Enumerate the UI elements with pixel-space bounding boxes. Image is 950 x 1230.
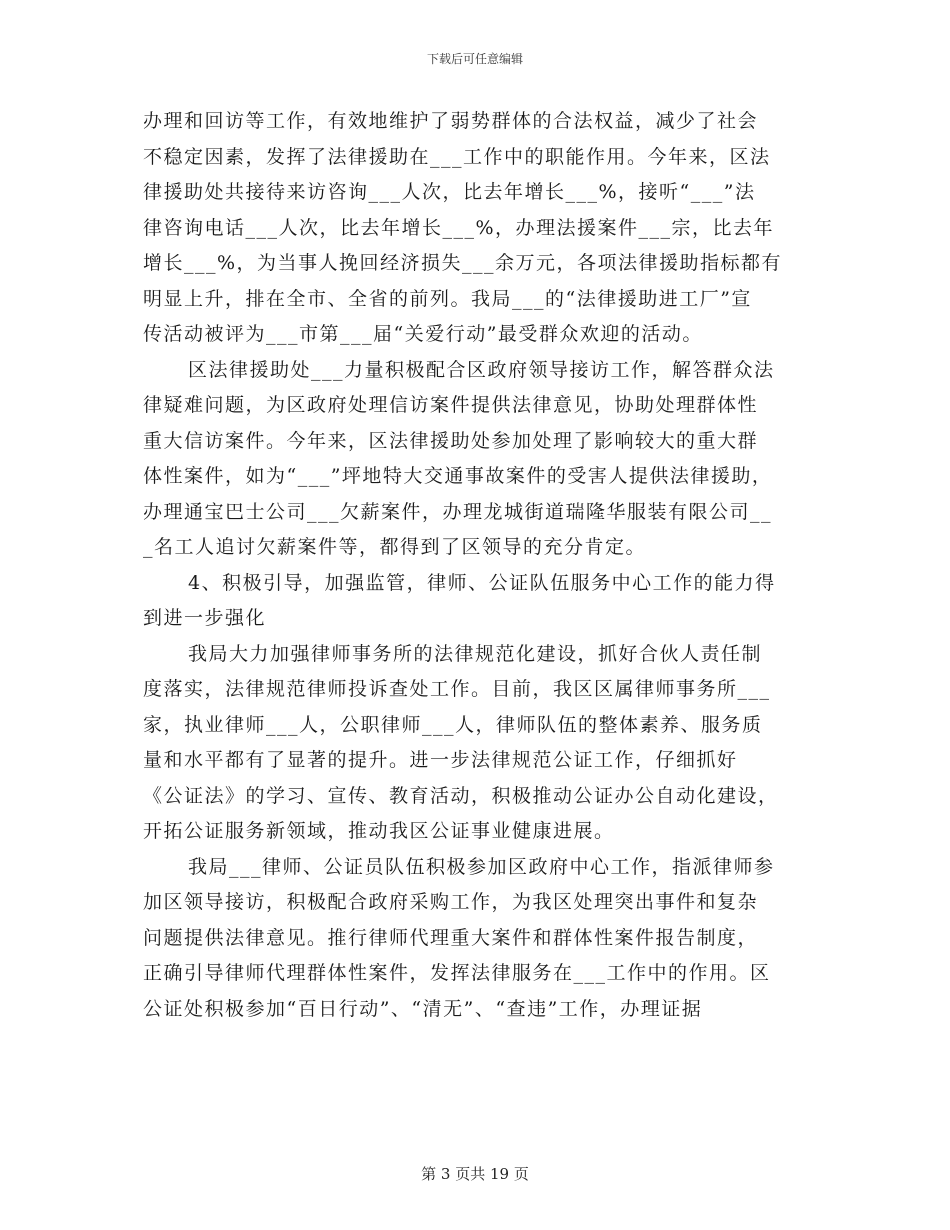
text-line: 增长___%，为当事人挽回经济损失___余万元，各项法律援助指标都有 xyxy=(143,252,783,274)
body-text xyxy=(143,104,813,1027)
text-line: 我局大力加强律师事务所的法律规范化建设，抓好合伙人责任制 xyxy=(188,642,763,665)
text-line: 重大信访案件。今年来，区法律援助处参加处理了影响较大的重大群 xyxy=(143,429,759,452)
text-line: 正确引导律师代理群体性案件，发挥法律服务在___工作中的作用。区 xyxy=(143,962,771,984)
page-header: 下载后可任意编辑 xyxy=(426,52,523,66)
text-line: 公证处积极参加“百日行动”、“清无”、“查违”工作，办理证据 xyxy=(143,997,703,1020)
text-line: 律疑难问题，为区政府处理信访案件提供法律意见，协助处理群体性 xyxy=(143,394,759,416)
text-line: 律咨询电话___人次，比去年增长___%，办理法援案件___宗，比去年 xyxy=(143,216,775,239)
text-line: 到进一步强化 xyxy=(143,607,267,629)
text-line: 4、积极引导，加强监管，律师、公证队伍服务中心工作的能力得 xyxy=(188,571,776,594)
text-line: 量和水平都有了显著的提升。进一步法律规范公证工作，仔细抓好 xyxy=(143,749,738,771)
text-line: 开拓公证服务新领域，推动我区公证事业健康进展。 xyxy=(143,820,615,842)
text-line: 办理通宝巴士公司___欠薪案件，办理龙城街道瑞隆华服装有限公司__ xyxy=(143,500,773,523)
text-line: 问题提供法律意见。推行律师代理重大案件和群体性案件报告制度， xyxy=(143,926,759,949)
text-line: 办理和回访等工作，有效地维护了弱势群体的合法权益，减少了社会 xyxy=(143,110,759,132)
text-line: 明显上升，排在全市、全省的前列。我局___的“法律援助进工厂”宣 xyxy=(143,287,752,310)
text-line: 体性案件，如为“___”坪地特大交通事故案件的受害人提供法律援助， xyxy=(143,465,773,487)
text-line: 律援助处共接待来访咨询___人次，比去年增长___%，接听“___”法 xyxy=(143,181,756,203)
text-line: 区法律援助处___力量积极配合区政府领导接访工作，解答群众法 xyxy=(188,358,775,381)
text-line: 不稳定因素，发挥了法律援助在___工作中的职能作用。今年来，区法 xyxy=(143,145,771,168)
page-footer: 第 3 页共 19 页 xyxy=(421,1165,529,1183)
text-line: 传活动被评为___市第___届“关爱行动”最受群众欢迎的活动。 xyxy=(143,323,703,345)
text-line: _名工人追讨欠薪案件等，都得到了区领导的充分肯定。 xyxy=(143,536,647,558)
text-line: 家，执业律师___人，公职律师___人，律师队伍的整体素养、服务质 xyxy=(143,713,763,736)
text-line: 《公证法》的学习、宣传、教育活动，积极推动公证办公自动化建设， xyxy=(143,784,779,807)
text-line: 我局___律师、公证员队伍积极参加区政府中心工作，指派律师参 xyxy=(188,855,775,878)
text-line: 加区领导接访，积极配合政府采购工作，为我区处理突出事件和复杂 xyxy=(143,891,759,913)
text-line: 度落实，法律规范律师投诉查处工作。目前，我区区属律师事务所___ xyxy=(143,678,771,700)
